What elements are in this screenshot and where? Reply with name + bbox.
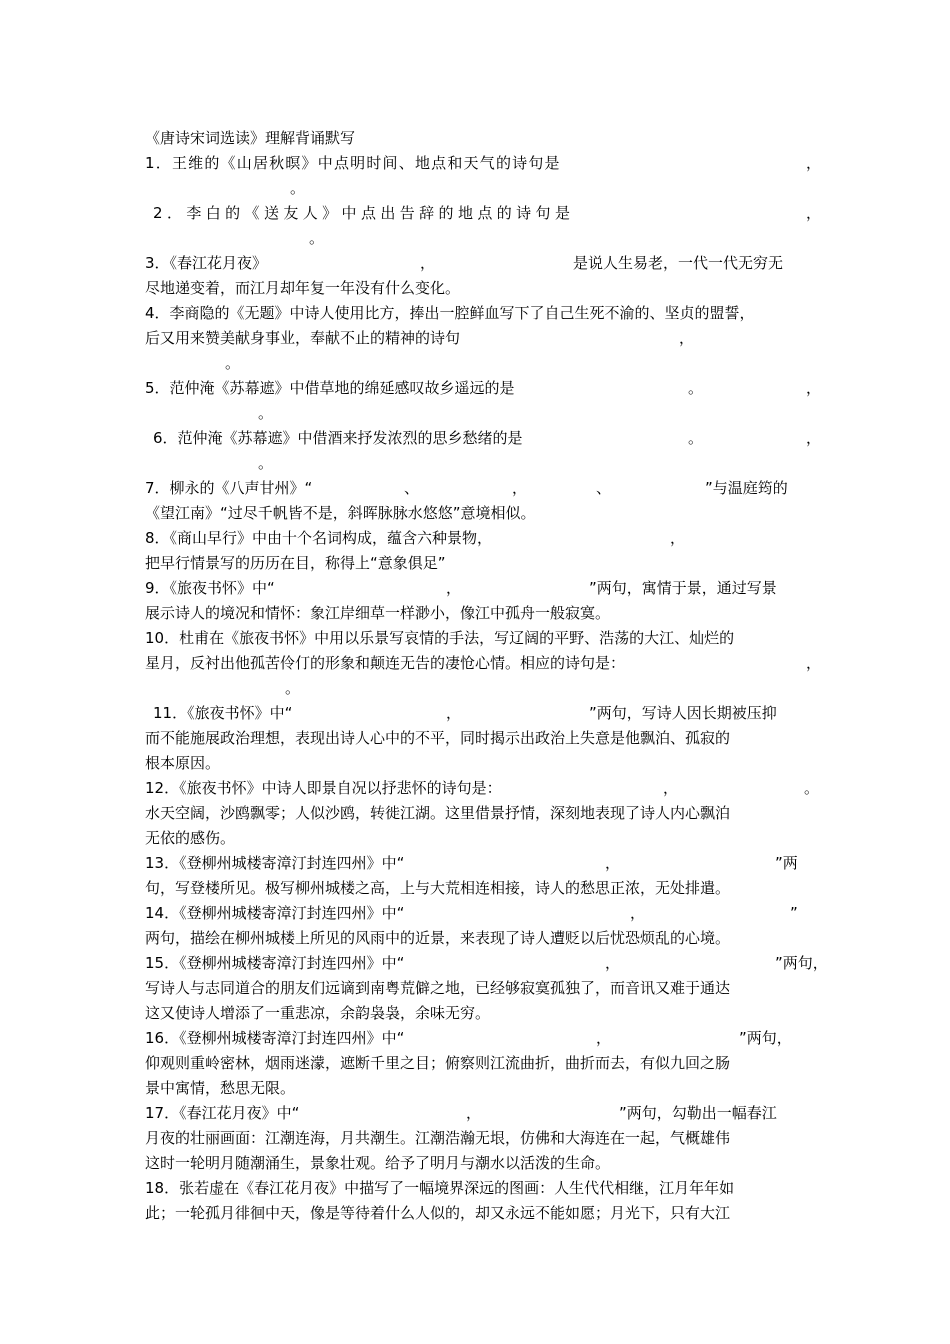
question-6-period: 。 (688, 429, 704, 447)
question-2-comma: ， (806, 204, 822, 222)
question-17-text-2: ”两句，勾勒出一幅春江 (619, 1104, 777, 1122)
question-8-text: 8．《商山早行》中由十个名词构成，蕴含六种景物， (145, 529, 493, 547)
question-5-period: 。 (688, 379, 704, 397)
question-8-text-2: 把早行情景写的历历在目，称得上“意象俱足” (145, 554, 446, 572)
question-6-text: 6．范仲淹《苏幕遮》中借酒来抒发浓烈的思乡愁绪的是 (153, 429, 523, 447)
question-18-text-2: 此；一轮孤月徘徊中天，像是等待着什么人似的，却又永远不能如愿；月光下，只有大江 (145, 1204, 731, 1222)
question-17-text-4: 这时一轮明月随潮涌生，景象壮观。给予了明月与潮水以活泼的生命。 (145, 1154, 611, 1172)
question-13-text-3: 句，写登楼所见。极写柳州城楼之高，上与大荒相连相接，诗人的愁思正浓，无处排遣。 (145, 879, 731, 897)
question-7-mark-2: ， (512, 479, 528, 497)
question-11-text-3: 而不能施展政治理想，表现出诗人心中的不平，同时揭示出政治上失意是他飘泊、孤寂的 (145, 729, 731, 747)
question-12-comma: ， (663, 779, 679, 797)
question-7-text-3: 《望江南》“过尽千帆皆不是，斜晖脉脉水悠悠”意境相似。 (145, 504, 536, 522)
question-11-text-2: ”两句，写诗人因长期被压抑 (589, 704, 777, 722)
question-11-text: 11．《旅夜书怀》中“ (153, 704, 293, 722)
question-15-comma: ， (605, 954, 621, 972)
question-10-text-2: 星月，反衬出他孤苦伶仃的形象和颠连无告的凄怆心情。相应的诗句是： (145, 654, 626, 672)
question-15-text: 15．《登柳州城楼寄漳汀封连四州》中“ (145, 954, 405, 972)
question-14-quote: ” (790, 904, 798, 922)
question-3-text: 3．《春江花月夜》 (145, 254, 268, 272)
question-16-text: 16．《登柳州城楼寄漳汀封连四州》中“ (145, 1029, 405, 1047)
question-12-period: 。 (804, 779, 820, 797)
question-5-period-2: 。 (258, 404, 274, 422)
question-5-comma: ， (806, 379, 822, 397)
question-16-text-4: 景中寓情，愁思无限。 (145, 1079, 296, 1097)
question-14-text-2: 两句，描绘在柳州城楼上所见的风雨中的近景，来表现了诗人遭贬以后忧恐烦乱的心境。 (145, 929, 731, 947)
question-5-text: 5．范仲淹《苏幕遮》中借草地的绵延感叹故乡遥远的是 (145, 379, 515, 397)
question-9-comma: ， (446, 579, 462, 597)
question-15-text-4: 这又使诗人增添了一重悲凉，余韵袅袅，余味无穷。 (145, 1004, 491, 1022)
question-10-period: 。 (285, 679, 301, 697)
question-4-text-2: 后又用来赞美献身事业，奉献不止的精神的诗句 (145, 329, 461, 347)
question-9-text-3: 展示诗人的境况和情怀：象江岸细草一样渺小，像江中孤舟一般寂寞。 (145, 604, 611, 622)
question-16-text-3: 仰观则重岭密林，烟雨迷濛，遮断千里之目；俯察则江流曲折，曲折而去，有似九回之肠 (145, 1054, 731, 1072)
question-15-text-2: ”两句， (775, 954, 828, 972)
question-1-comma: ， (806, 154, 822, 172)
question-17-text-3: 月夜的壮丽画面：江潮连海，月共潮生。江潮浩瀚无垠，仿佛和大海连在一起，气概雄伟 (145, 1129, 731, 1147)
question-1-text: 1．王维的《山居秋暝》中点明时间、地点和天气的诗句是 (145, 154, 561, 172)
question-3-text-2: 是说人生易老，一代一代无穷无 (573, 254, 784, 272)
question-16-comma: ， (596, 1029, 612, 1047)
question-14-comma: ， (630, 904, 646, 922)
question-16-text-2: ”两句， (739, 1029, 792, 1047)
question-11-comma: ， (446, 704, 462, 722)
question-4-period: 。 (225, 354, 241, 372)
question-7-mark-3: 、 (596, 479, 612, 497)
question-10-comma: ， (806, 654, 822, 672)
question-15-text-3: 写诗人与志同道合的朋友们远谪到南粤荒僻之地，已经够寂寞孤独了，而音讯又难于通达 (145, 979, 731, 997)
question-17-comma: ， (466, 1104, 482, 1122)
question-13-text-2: ”两 (775, 854, 798, 872)
question-8-comma: ， (670, 529, 686, 547)
question-11-text-4: 根本原因。 (145, 754, 221, 772)
question-7-mark-1: 、 (404, 479, 420, 497)
question-18-text: 18．张若虚在《春江花月夜》中描写了一幅境界深远的图画：人生代代相继，江月年年如 (145, 1179, 735, 1197)
question-9-text: 9．《旅夜书怀》中“ (145, 579, 275, 597)
question-4-comma: ， (679, 329, 695, 347)
question-7-text-2: ”与温庭筠的 (705, 479, 788, 497)
question-14-text: 14．《登柳州城楼寄漳汀封连四州》中“ (145, 904, 405, 922)
question-13-text: 13．《登柳州城楼寄漳汀封连四州》中“ (145, 854, 405, 872)
question-4-text: 4．李商隐的《无题》中诗人使用比方，捧出一腔鲜血写下了自己生死不渝的、坚贞的盟誓， (145, 304, 755, 322)
question-2-text: 2．李白的《送友人》中点出告辞的地点的诗句是 (153, 204, 575, 222)
question-6-comma: ， (806, 429, 822, 447)
question-9-text-2: ”两句，寓情于景，通过写景 (589, 579, 777, 597)
question-3-text-3: 尽地递变着，而江月却年复一年没有什么变化。 (145, 279, 461, 297)
question-12-text-3: 无依的感伤。 (145, 829, 236, 847)
question-2-period: 。 (309, 229, 325, 247)
question-7-text: 7．柳永的《八声甘州》“ (145, 479, 313, 497)
question-13-comma: ， (605, 854, 621, 872)
question-17-text: 17．《春江花月夜》中“ (145, 1104, 300, 1122)
question-10-text: 10．杜甫在《旅夜书怀》中用以乐景写哀情的手法，写辽阔的平野、浩荡的大江、灿烂的 (145, 629, 735, 647)
question-12-text-2: 水天空阔，沙鸥飘零；人似沙鸥，转徙江湖。这里借景抒情，深刻地表现了诗人内心飘泊 (145, 804, 731, 822)
question-1-period: 。 (290, 179, 306, 197)
document-title: 《唐诗宋词选读》理解背诵默写 (145, 129, 356, 147)
question-12-text: 12．《旅夜书怀》中诗人即景自况以抒悲怀的诗句是： (145, 779, 502, 797)
question-6-period-2: 。 (258, 454, 274, 472)
question-3-comma: ， (420, 254, 436, 272)
